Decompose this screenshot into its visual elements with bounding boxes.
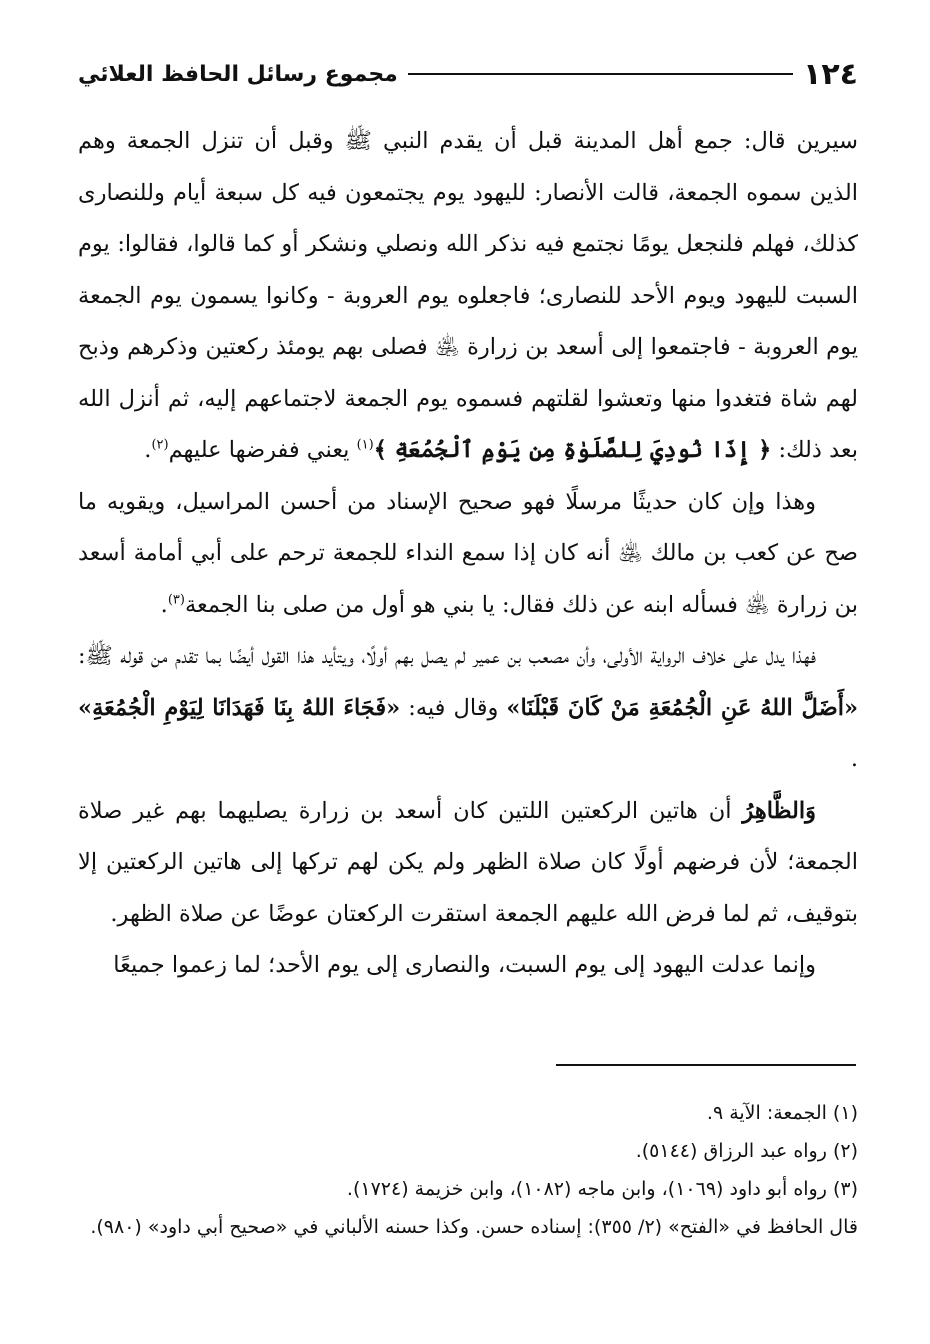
paragraph-5: [78, 940, 858, 992]
quran-verse: ﴿ إِذَا نُودِيَ لِلصَّلَوٰةِ مِن يَوْمِ ٱلْجُمُعَةِ ﴾: [373, 437, 772, 463]
paragraph-5-text: وإنما عدلت اليهود إلى يوم السبت، والنصارى إلى يوم الأحد؛ لما زعموا جميعًا: [113, 952, 816, 978]
page-number: ١٢٤: [803, 56, 858, 92]
footnote-1: (١) الجمعة: الآية ٩.: [706, 1102, 858, 1124]
paragraph-3-text: فهذا يدل على خلاف الرواية الأولى، وأن مصعب بن عمير لم يصل بهم أولًا، ويتأيد هذا القول أيضًا بما تقدم من قوله ﷺ:: [78, 643, 816, 669]
paragraph-4-lead-word: وَالظَّاهِرُ: [742, 797, 816, 824]
body-text: [78, 116, 858, 992]
footnote-3: (٣) رواه أبو داود (١٠٦٩)، وابن ماجه (١٠٨٢)، وابن خزيمة (١٧٢٤).: [346, 1178, 858, 1200]
hadith-quote-1: «أَضَلَّ اللهُ عَنِ الْجُمُعَةِ مَنْ كَانَ قَبْلَنَا»: [506, 694, 859, 721]
hadith-quote-2: «فَجَاءَ اللهُ بِنَا فَهَدَانَا لِيَوْمِ الْجُمُعَةِ»: [78, 694, 401, 721]
paragraph-3-continuation: وقال فيه:: [408, 694, 499, 721]
paragraph-1: [78, 116, 858, 477]
paragraph-4: [78, 786, 858, 941]
footnote-ref-3: (٣): [167, 592, 185, 607]
book-title: مجموع رسائل الحافظ العلائي: [78, 61, 398, 87]
paragraph-1-text: سيرين قال: جمع أهل المدينة قبل أن يقدم النبي ﷺ وقبل أن تنزل الجمعة وهم الذين سموه الجمعة، قالت الأنصار: لليهود يوم يجتمعون فيه كل سبعة أيام وللنصارى كذلك، فهلم فلنجعل يومًا نجتمع فيه نذكر الله ونصلي ونشكر أو كما قالوا، فقالوا: يوم السبت لليهود ويوم الأحد للنصارى؛ فاجعلوه يوم العروبة - وكانوا يسمون يوم الجمعة يوم العروبة - فاجتمعوا إلى أسعد بن زرارة ﵁ فصلى بهم يومئذ ركعتين وذكرهم وذبح لهم شاة فتغدوا منها وتعشوا لقلتهم فسموه يوم الجمعة لاجتماعهم إليه، ثم أنزل الله بعد ذلك:: [78, 128, 858, 463]
footnote-3-continuation: قال الحافظ في «الفتح» (٢/ ٣٥٥): إسناده حسن. وكذا حسنه الألباني في «صحيح أبي داود» (٩٨٠).: [90, 1216, 858, 1238]
running-header: [78, 56, 858, 92]
footnote-ref-2: (٢): [151, 437, 169, 453]
footnote-2: (٢) رواه عبد الرزاق (٥١٤٤).: [635, 1140, 858, 1162]
paragraph-2-end: .: [160, 591, 168, 618]
footnote-ref-1: (١): [356, 437, 374, 453]
paragraph-1-continuation: يعني ففرضها عليهم: [168, 437, 350, 463]
paragraph-3-end: .: [850, 746, 858, 772]
paragraph-4-text: أن هاتين الركعتين اللتين كان أسعد بن زرارة يصليهما بهم غير صلاة الجمعة؛ لأن فرضهم أولًا كان صلاة الظهر ولم يكن لهم تركها إلى هاتين الركعتين إلا بتوقيف، ثم لما فرض الله عليهم الجمعة استقرت الركعتان عوضًا عن صلاة الظهر.: [78, 797, 858, 927]
footnote-divider: [556, 1064, 856, 1066]
paragraph-3: [78, 631, 858, 786]
paragraph-1-end: .: [144, 437, 152, 463]
header-rule: [408, 73, 793, 75]
paragraph-2-text: وهذا وإن كان حديثًا مرسلًا فهو صحيح الإسناد من أحسن المراسيل، ويقويه ما صح عن كعب بن مالك ﵁ أنه كان إذا سمع النداء للجمعة ترحم على أبي أمامة أسعد بن زرارة ﵁ فسأله ابنه عن ذلك فقال: يا بني هو أول من صلى بنا الجمعة: [78, 488, 858, 618]
paragraph-2: [78, 477, 858, 632]
footnotes: [78, 1094, 858, 1246]
